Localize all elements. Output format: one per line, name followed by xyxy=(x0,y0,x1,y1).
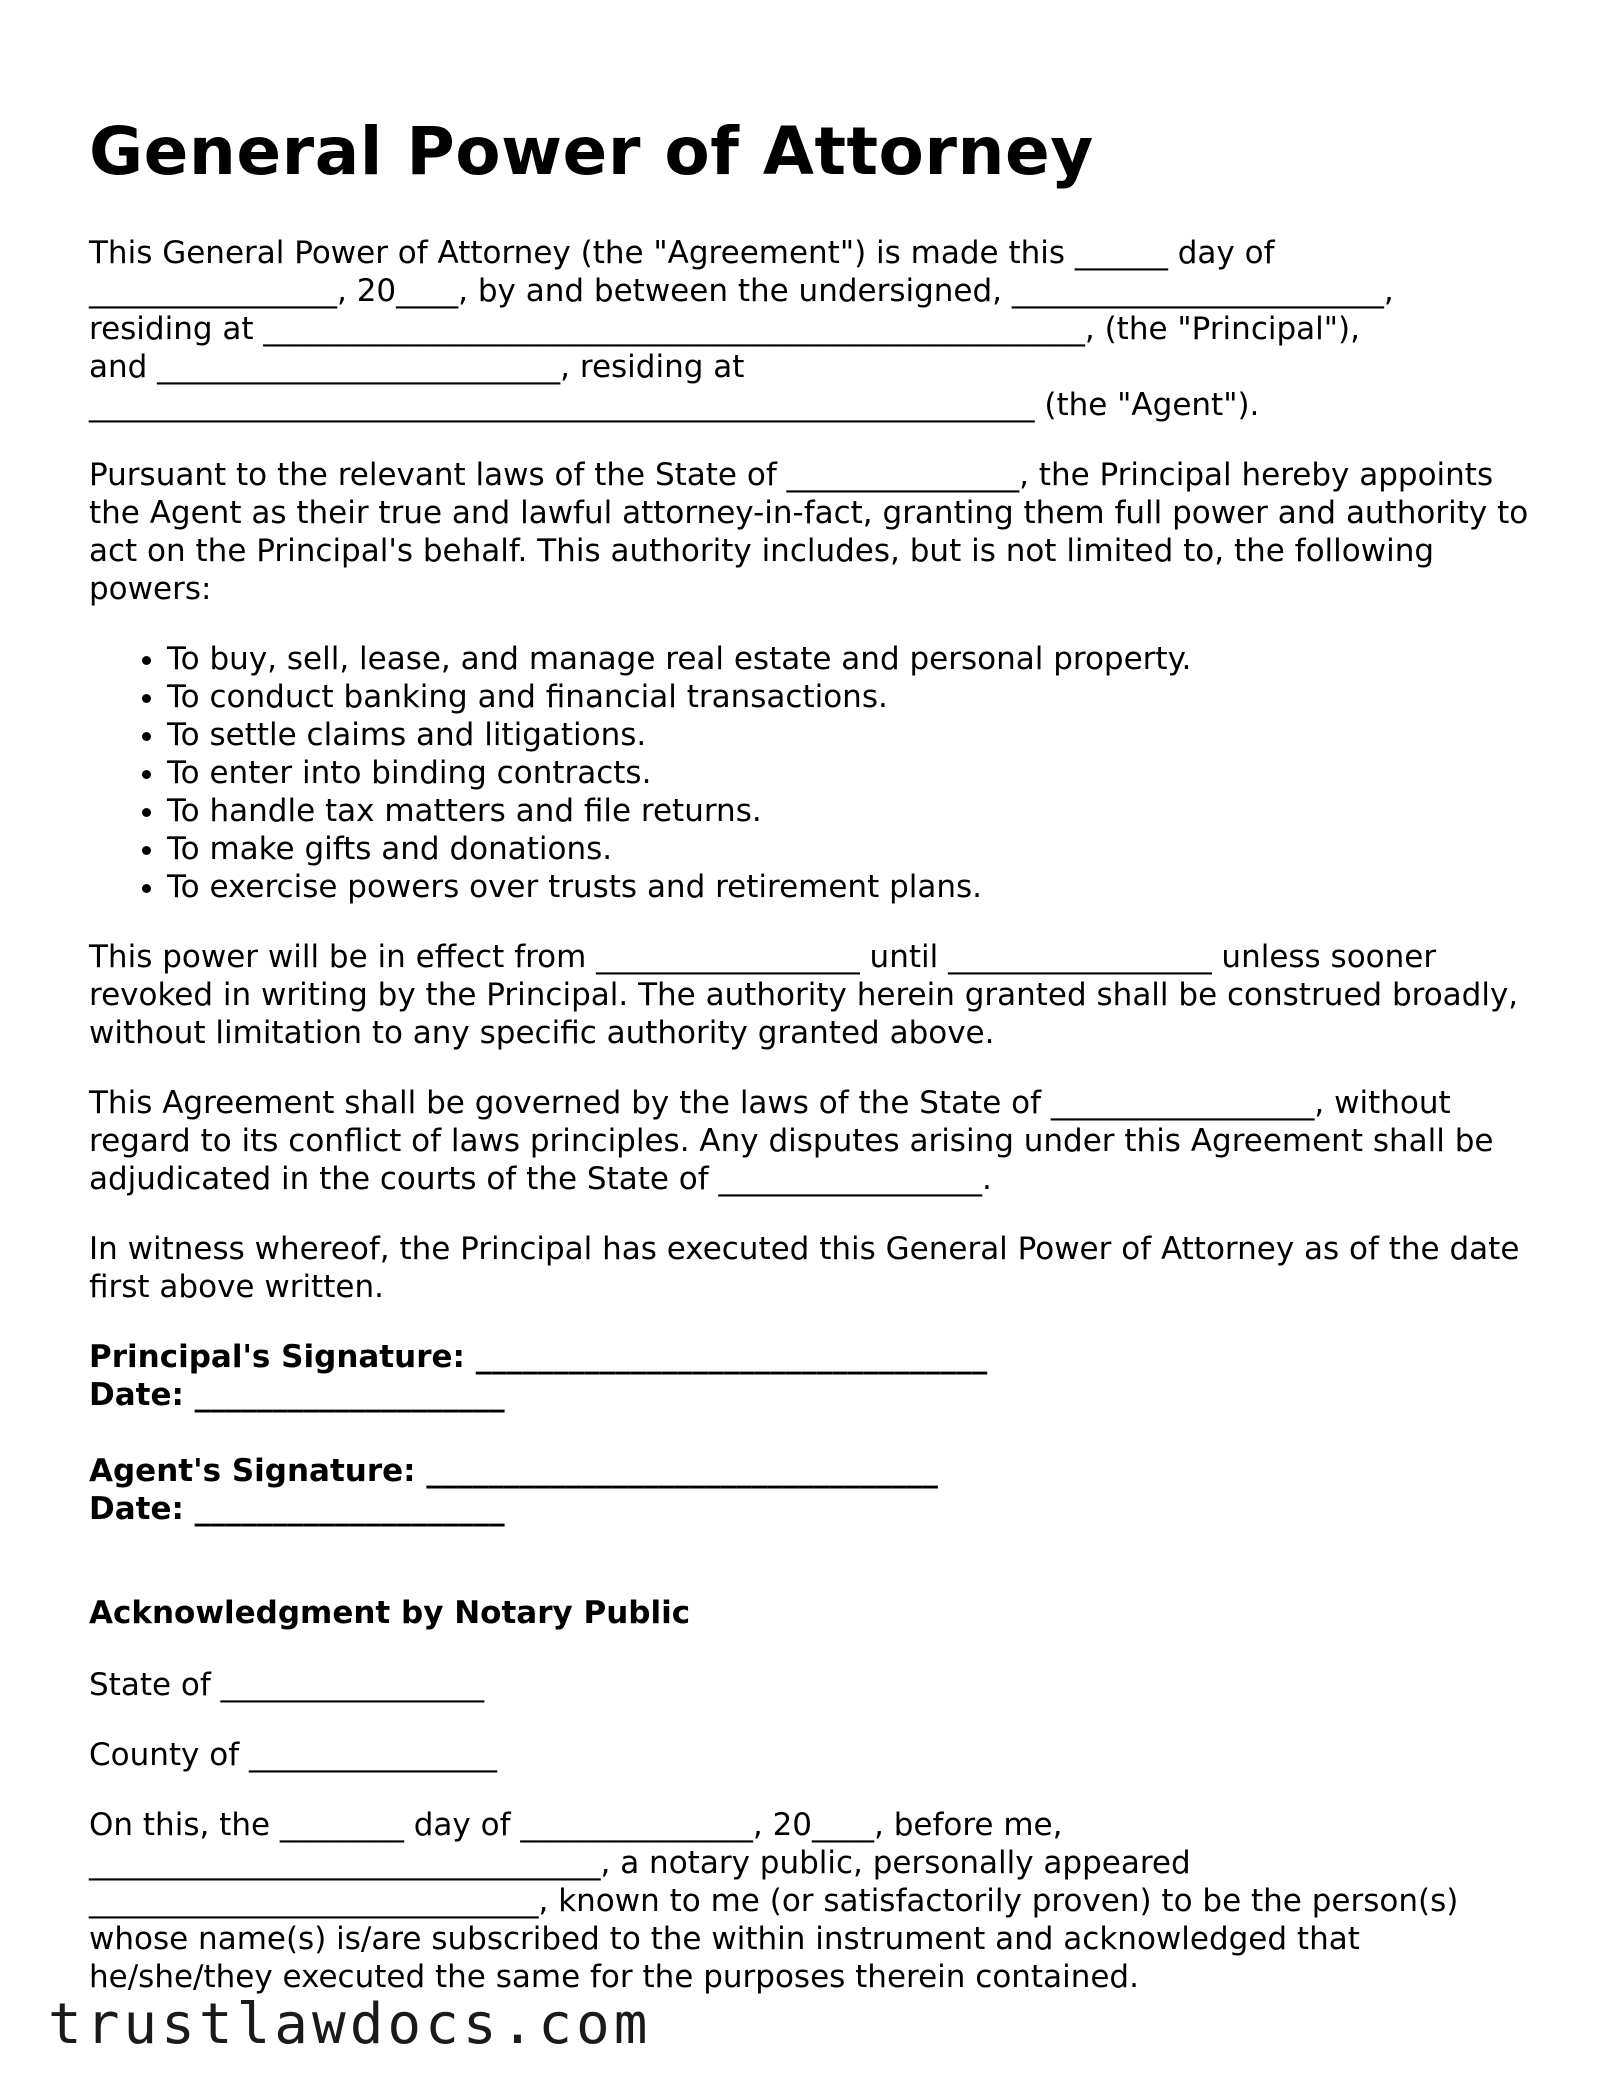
power-item: • To exercise powers over trusts and retirement plans. xyxy=(167,868,1539,906)
witness-paragraph: In witness whereof, the Principal has executed this General Power of Attorney as of the date first above written. xyxy=(89,1231,1520,1305)
agent-signature-block xyxy=(89,1452,1539,1528)
power-item: • To conduct banking and financial transactions. xyxy=(167,678,1539,716)
agent-date-line[interactable]: Date: ____________________ xyxy=(89,1491,505,1527)
notary-heading: Acknowledgment by Notary Public xyxy=(89,1595,691,1631)
intro-line: residing at _____________________________________________________, (the "Principal"), xyxy=(89,311,1360,347)
intro-line: ________________, 20____, by and between the undersigned, ________________________, xyxy=(89,273,1394,309)
intro-line: _____________________________________________________________ (the "Agent"). xyxy=(89,387,1260,423)
powers-list xyxy=(89,640,1539,906)
power-item: • To settle claims and litigations. xyxy=(167,716,1539,754)
governing-law-paragraph: This Agreement shall be governed by the laws of the State of _________________, without regard to its conflict of laws principles. Any disputes arising under this Agreement shall be adjudicated in the courts of the State of _________________. xyxy=(89,1085,1494,1197)
power-item: • To make gifts and donations. xyxy=(167,830,1539,868)
intro-line: and __________________________, residing at xyxy=(89,349,745,385)
site-watermark: trustlawdocs.com xyxy=(48,1992,652,2057)
document-page xyxy=(89,112,1539,1996)
power-item: • To enter into binding contracts. xyxy=(167,754,1539,792)
intro-line: This General Power of Attorney (the "Agreement") is made this ______ day of xyxy=(89,235,1275,271)
agent-signature-line[interactable]: Agent's Signature: _________________________________ xyxy=(89,1453,938,1489)
principal-date-line[interactable]: Date: ____________________ xyxy=(89,1377,505,1413)
notary-county-line[interactable]: County of ________________ xyxy=(89,1737,497,1773)
notary-state-line[interactable]: State of _________________ xyxy=(89,1667,485,1703)
notary-body-paragraph: On this, the ________ day of _______________, 20____, before me, _________________________________, a notary public, personally appeared _____________________________, known to me (or satisfactorily proven) to be the person(s) whose name(s) is/are subscribed to the within instrument and acknowledged that he/she/they executed the same for the purposes therein contained. xyxy=(89,1807,1459,1995)
effect-paragraph: This power will be in effect from _________________ until _________________ unless sooner revoked in writing by the Principal. The authority herein granted shall be construed broadly, without limitation to any specific authority granted above. xyxy=(89,939,1519,1051)
appointment-paragraph: Pursuant to the relevant laws of the State of _______________, the Principal hereby appoints the Agent as their true and lawful attorney-in-fact, granting them full power and authority to act on the Principal's behalf. This authority includes, but is not limited to, the following powers: xyxy=(89,457,1529,607)
power-item: • To handle tax matters and file returns. xyxy=(167,792,1539,830)
power-item: • To buy, sell, lease, and manage real estate and personal property. xyxy=(167,640,1539,678)
principal-signature-block xyxy=(89,1338,1539,1414)
document-title: General Power of Attorney xyxy=(89,113,1094,190)
principal-signature-line[interactable]: Principal's Signature: _________________________________ xyxy=(89,1339,988,1375)
intro-paragraph xyxy=(89,234,1539,424)
